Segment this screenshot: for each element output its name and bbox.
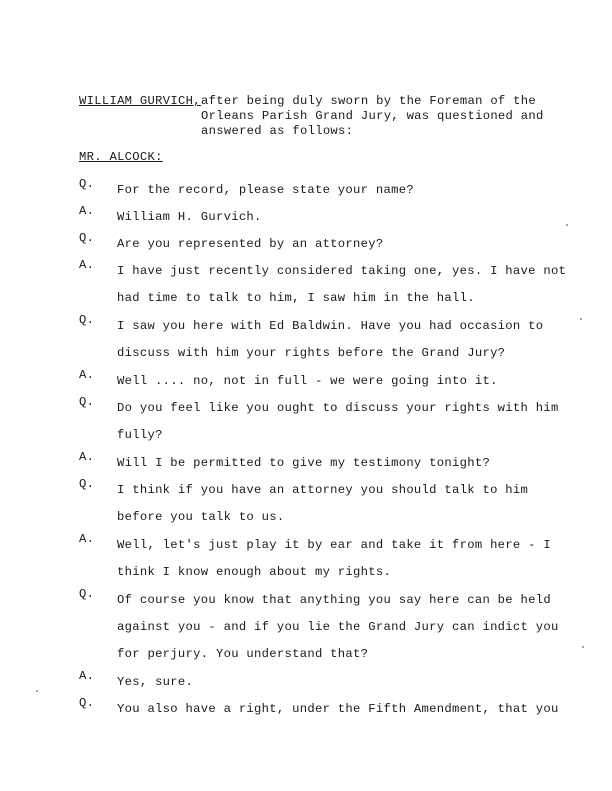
speaker-label: A. [79,450,95,464]
speaker-label: Q. [79,587,95,601]
exchange-text: Well .... no, not in full - we were going into it. [117,374,498,388]
speaker-label: A. [79,204,95,218]
exchange-text: I saw you here with Ed Baldwin. Have you had occasion to discuss with him your rights before the Grand Jury? [117,319,544,360]
speaker-label: A. [79,258,95,272]
speaker-label: Q. [79,231,95,245]
speaker-label: A. [79,669,95,683]
speaker-label: A. [79,532,95,546]
speaker-label: Q. [79,696,95,710]
exchange-text: You also have a right, under the Fifth Amendment, that you [117,702,559,716]
exchange-text: Do you feel like you ought to discuss your rights with him fully? [117,401,559,442]
speaker-label: Q. [79,395,95,409]
exchange-text: Well, let's just play it by ear and take it from here - I think I know enough about my rights. [117,538,551,579]
examiner-label: MR. ALCOCK: [79,150,163,164]
speaker-label: Q. [79,477,95,491]
witness-name: WILLIAM GURVICH, [79,94,201,108]
sworn-statement: after being duly sworn by the Foreman of the Orleans Parish Grand Jury, was questioned and answered as follows: [201,94,544,138]
exchange-text: Will I be permitted to give my testimony tonight? [117,456,491,470]
exchange-text: Are you represented by an attorney? [117,237,384,251]
scan-speck [36,690,38,692]
scan-speck [580,318,582,320]
exchange-text: Of course you know that anything you say here can be held against you - and if you lie the Grand Jury can indict you for perjury. You understand that? [117,593,559,661]
exchange-text: For the record, please state your name? [117,183,414,197]
speaker-label: Q. [79,313,95,327]
scan-speck [566,224,568,226]
exchange-text: I have just recently considered taking one, yes. I have not had time to talk to him, I saw him in the hall. [117,264,567,305]
exchange-text: Yes, sure. [117,675,194,689]
scan-speck [582,646,584,648]
exchange-text: I think if you have an attorney you should talk to him before you talk to us. [117,483,529,524]
speaker-label: Q. [79,177,95,191]
exchange-text: William H. Gurvich. [117,210,262,224]
speaker-label: A. [79,368,95,382]
